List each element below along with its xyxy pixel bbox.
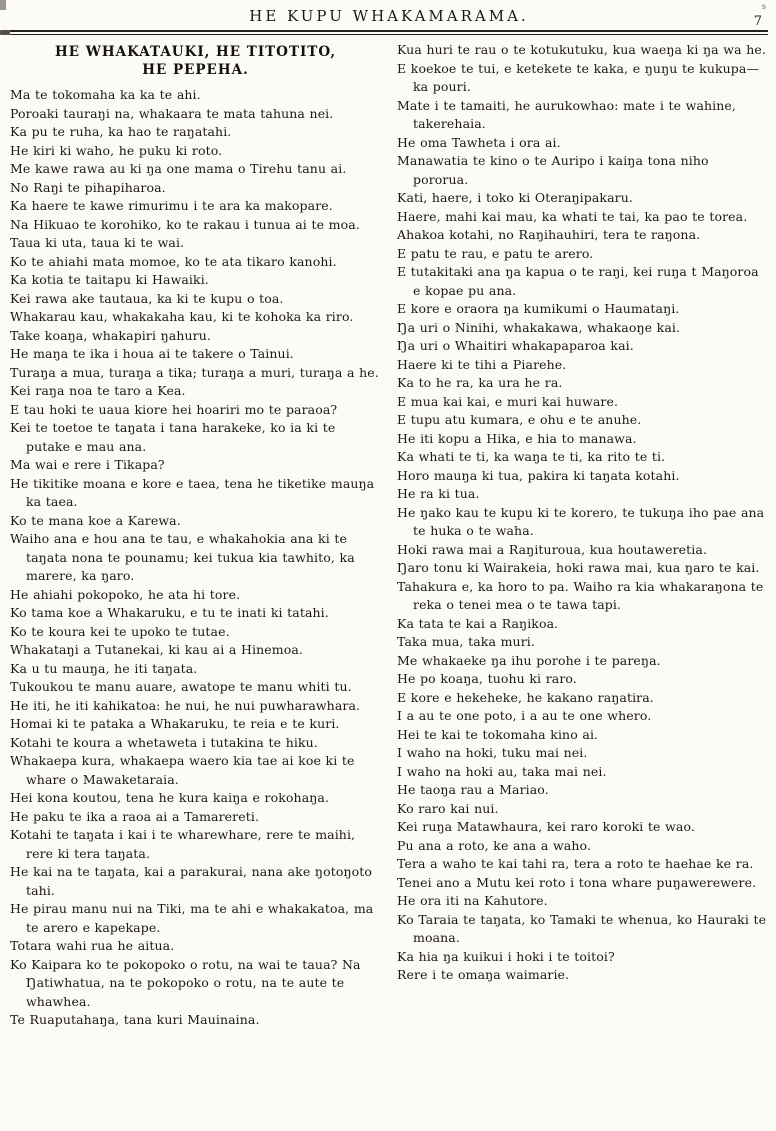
running-title: HE KUPU WHAKAMARAMA. (249, 7, 529, 25)
proverb-line: Waiho ana e hou ana te tau, e whakahokia ana ki te taŋata nona te pounamu; kei tukua kia tawhito, ka marere, ka ŋaro. (10, 531, 355, 583)
proverb-line: Horo mauŋa ki tua, pakira ki taŋata kotahi. (397, 467, 680, 483)
scan-artifact-mark: s (761, 2, 766, 11)
proverb-line: Ko te koura kei te upoko te tutae. (10, 623, 230, 639)
proverb-line: Te Ruaputahaŋa, tana kuri Mauinaina. (10, 1012, 260, 1027)
proverb-line: I waho na hoki, tuku mai nei. (397, 745, 588, 760)
proverb-line: Ka haere te kawe rimurimu i te ara ka makopare. (10, 198, 333, 213)
proverb-line: Kei raŋa noa te taro a Kea. (10, 383, 186, 398)
proverb-line: Tera a waho te kai tahi ra, tera a roto te haehae ke ra. (397, 856, 754, 871)
proverb-line: Totara wahi rua he aitua. (10, 938, 175, 953)
proverb-line: Hei kona koutou, tena he kura kaiŋa e rokohaŋa. (10, 790, 330, 805)
proverb-line: Take koaŋa, whakapiri ŋahuru. (10, 327, 211, 343)
proverb-line: Poroaki tauraŋi na, whakaara te mata tahuna nei. (10, 105, 334, 121)
proverb-line: He paku te ika a raoa ai a Tamarereti. (10, 808, 260, 824)
proverb-line: E mua kai kai, e muri kai huware. (397, 393, 619, 409)
proverb-line: Ko te ahiahi mata momoe, ko te ata tikaro kanohi. (10, 253, 337, 269)
proverb-line: Homai ki te pataka a Whakaruku, te reia e te kuri. (10, 716, 340, 731)
proverb-line: No Raŋi te pihapiharoa. (10, 179, 166, 195)
proverb-line: He ora iti na Kahutore. (397, 893, 548, 908)
proverb-line: Kei te toetoe te taŋata i tana harakeke, ko ia ki te putake e mau ana. (10, 420, 336, 454)
proverb-line: Mate i te tamaiti, he aurukowhao: mate i te wahine, takerehaia. (397, 97, 737, 131)
proverb-line: Kei ruŋa Matawhaura, kei raro koroki te wao. (397, 819, 695, 834)
proverb-line: Na Hikuao te korohiko, ko te rakau i tunua ai te moa. (10, 216, 360, 232)
proverb-line: E tupu atu kumara, e ohu e te anuhe. (397, 412, 642, 427)
section-title-line1: HE WHAKATAUKI, HE TITOTITO, (54, 44, 337, 60)
proverb-line: Ko te mana koe a Karewa. (10, 512, 181, 528)
proverb-line: I a au te one poto, i a au te one whero. (397, 708, 652, 723)
proverb-line: Hoki rawa mai a Raŋituroua, kua houtaweretia. (397, 541, 708, 557)
proverb-line: E koekoe te tui, e ketekete te kaka, e ŋuŋu te kukupa—ka pouri. (397, 60, 760, 94)
proverb-line: Ahakoa kotahi, no Raŋihauhiri, tera te raŋona. (397, 227, 701, 242)
proverb-line: He tikitike moana e kore e taea, tena he tiketike mauŋa ka taea. (10, 475, 375, 509)
proverb-line: E patu te rau, e patu te arero. (397, 245, 594, 261)
proverb-line: Whakataŋi a Tutanekai, ki kau ai a Hinemoa. (10, 642, 303, 657)
proverb-line: Kati, haere, i toko ki Oteraŋipakaru. (397, 190, 633, 205)
proverb-line: He kai na te taŋata, kai a parakurai, nana ake ŋotoŋoto tahi. (10, 864, 372, 898)
proverb-line: Ko Kaipara ko te pokopoko o rotu, na wai te taua? Na Ŋatiwhatua, na te pokopoko o rotu, na te aute te whawhea. (10, 956, 361, 1009)
section-title (10, 43, 381, 79)
proverb-line: Tahakura e, ka horo to pa. Waiho ra kia whakaraŋona te reka o tenei mea o te tawa tapi. (397, 578, 764, 612)
proverb-list-right (397, 41, 768, 985)
proverb-line: Tenei ano a Mutu kei roto i tona whare puŋawerewere. (397, 874, 757, 890)
proverb-line: He taoŋa rau a Mariao. (397, 782, 549, 797)
proverb-line: Ko Taraia te taŋata, ko Tamaki te whenua, ko Hauraki te moana. (397, 911, 767, 945)
proverb-line: E tau hoki te uaua kiore hei hoariri mo te paraoa? (10, 401, 338, 417)
proverb-line: E tutakitaki ana ŋa kapua o te raŋi, kei ruŋa t Maŋoroa e kopae pu ana. (397, 264, 759, 298)
proverb-line: I waho na hoki au, taka mai nei. (397, 763, 607, 779)
proverb-line: Ka kotia te taitapu ki Hawaiki. (10, 272, 209, 287)
proverb-line: Me whakaeke ŋa ihu porohe i te pareŋa. (397, 652, 661, 668)
proverb-line: He oma Tawheta i ora ai. (397, 134, 561, 150)
page-header (10, 4, 768, 28)
proverb-line: Manawatia te kino o te Auripo i kaiŋa tona niho pororua. (397, 153, 709, 187)
proverb-line: Kotahi te koura a whetaweta i tutakina te hiku. (10, 734, 318, 750)
scan-artifact-edge (0, 30, 10, 35)
proverb-line: Ŋaro tonu ki Wairakeia, hoki rawa mai, kua ŋaro te kai. (397, 560, 760, 575)
proverb-line: Ka whati te ti, ka waŋa te ti, ka rito te ti. (397, 449, 666, 464)
proverb-line: He iti kopu a Hika, e hia to manawa. (397, 430, 637, 446)
proverb-line: Turaŋa a mua, turaŋa a tika; turaŋa a muri, turaŋa a he. (10, 364, 379, 380)
proverb-line: He kiri ki waho, he puku ki roto. (10, 142, 223, 158)
proverb-line: Tukoukou te manu auare, awatope te manu whiti tu. (10, 679, 352, 694)
proverb-line: E kore e oraora ŋa kumikumi o Haumataŋi. (397, 301, 680, 316)
proverb-line: He ŋako kau te kupu ki te korero, te tukuŋa iho pae ana te huka o te waha. (397, 504, 765, 538)
proverb-line: Haere, mahi kai mau, ka whati te tai, ka pao te torea. (397, 208, 748, 224)
proverb-line: Ko tama koe a Whakaruku, e tu te inati ki tatahi. (10, 605, 329, 620)
left-column (10, 41, 381, 1030)
proverb-line: Ka hia ŋa kuikui i hoki i te toitoi? (397, 948, 615, 964)
proverb-list-left (10, 86, 381, 1030)
proverb-line: He ra ki tua. (397, 486, 480, 501)
proverb-line: He pirau manu nui na Tiki, ma te ahi e whakakatoa, ma te arero e kapekape. (10, 901, 374, 935)
proverb-line: Ka u tu mauŋa, he iti taŋata. (10, 660, 198, 676)
proverb-line: Me kawe rawa au ki ŋa one mama o Tirehu tanu ai. (10, 161, 347, 176)
proverb-line: He ahiahi pokopoko, he ata hi tore. (10, 586, 241, 602)
proverb-line: He iti, he iti kahikatoa: he nui, he nui puwharawhara. (10, 697, 361, 713)
header-rule (10, 30, 768, 35)
proverb-line: Pu ana a roto, ke ana a waho. (397, 837, 591, 853)
proverb-line: Kei rawa ake tautaua, ka ki te kupu o toa. (10, 290, 284, 306)
proverb-line: Hei te kai te tokomaha kino ai. (397, 726, 599, 742)
proverb-line: Ka to he ra, ka ura he ra. (397, 375, 563, 390)
proverb-line: E kore e hekeheke, he kakano raŋatira. (397, 689, 654, 705)
scan-artifact-corner (0, 0, 6, 10)
proverb-line: Taua ki uta, taua ki te wai. (10, 235, 185, 250)
proverb-line: Ma wai e rere i Tikapa? (10, 457, 165, 472)
section-title-line2: HE PEPEHA. (142, 62, 249, 78)
proverb-line: He po koaŋa, tuohu ki raro. (397, 671, 577, 686)
proverb-line: Kua huri te rau o te kotukutuku, kua waeŋa ki ŋa wa he. (397, 42, 766, 57)
text-columns (10, 41, 768, 1030)
page-number: 7 (753, 14, 762, 29)
proverb-line: Kotahi te taŋata i kai i te wharewhare, rere te maihi, rere ki tera taŋata. (10, 827, 356, 861)
proverb-line: Ŋa uri o Whaitiri whakapaparoa kai. (397, 338, 634, 353)
proverb-line: Whakaepa kura, whakaepa waero kia tae ai koe ki te whare o Mawaketaraia. (10, 753, 355, 787)
proverb-line: Ma te tokomaha ka ka te ahi. (10, 87, 201, 102)
proverb-line: Ko raro kai nui. (397, 800, 499, 816)
proverb-line: Rere i te omaŋa waimarie. (397, 967, 570, 982)
proverb-line: Haere ki te tihi a Piarehe. (397, 356, 567, 372)
proverb-line: Ka pu te ruha, ka hao te raŋatahi. (10, 124, 232, 139)
proverb-line: Ka tata te kai a Raŋikoa. (397, 615, 559, 631)
right-column (397, 41, 768, 1030)
proverb-line: He maŋa te ika i houa ai te takere o Tainui. (10, 346, 294, 361)
proverb-line: Whakarau kau, whakakaha kau, ki te kohoka ka riro. (10, 309, 354, 324)
proverb-line: Taka mua, taka muri. (397, 634, 535, 649)
proverb-line: Ŋa uri o Ninihi, whakakawa, whakaoŋe kai. (397, 319, 681, 335)
